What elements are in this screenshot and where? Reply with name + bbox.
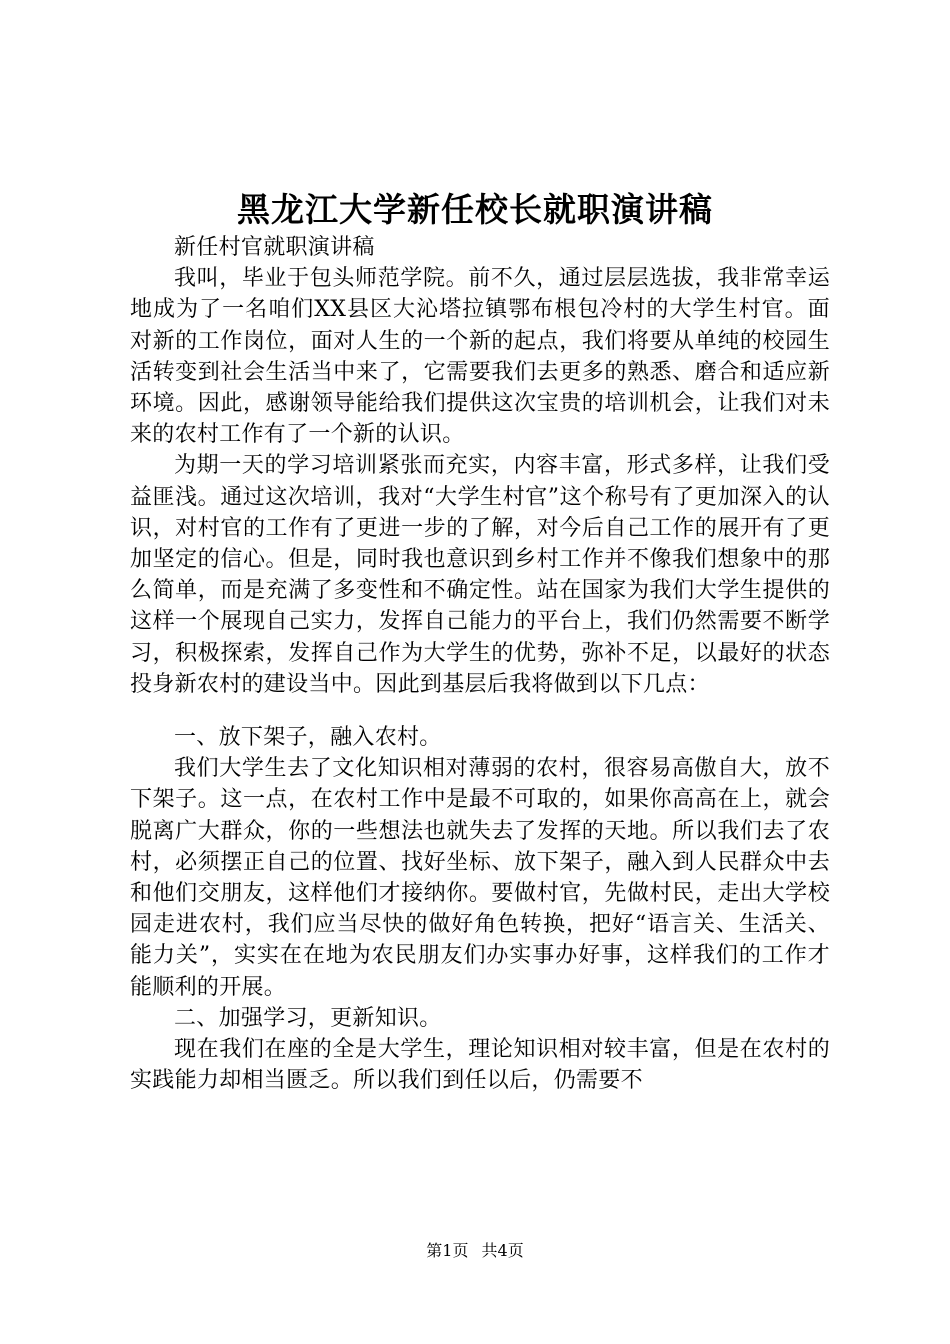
page-footer: [0, 1240, 950, 1262]
document-body: [130, 232, 830, 1096]
page-number: 第1页: [426, 1241, 469, 1260]
body-paragraph: 现在我们在座的全是大学生，理论知识相对较丰富，但是在农村的实践能力却相当匮乏。所以我们到任以后，仍需要不: [130, 1037, 830, 1094]
subtitle-paragraph: 新任村官就职演讲稿: [174, 235, 375, 260]
document-title: 黑龙江大学新任校长就职演讲稿: [237, 190, 713, 229]
section-heading: 二、加强学习，更新知识。: [174, 1005, 442, 1031]
body-paragraph: 为期一天的学习培训紧张而充实，内容丰富，形式多样，让我们受益匪浅。通过这次培训，我对“大学生村官”这个称号有了更加深入的认识，对村官的工作有了更进一步的了解，对今后自己工作的展开有了更加坚定的信心。但是，同时我也意识到乡村工作并不像我们想象中的那么简单，而是充满了多变性和不确定性。站在国家为我们大学生提供的这样一个展现自己实力，发挥自己能力的平台上，我们仍然需要不断学习，积极探索，发挥自己作为大学生的优势，弥补不足，以最好的状态投身新农村的建设当中。因此到基层后我将做到以下几点：: [130, 453, 830, 697]
body-paragraph: 我们大学生去了文化知识相对薄弱的农村，很容易高傲自大，放不下架子。这一点，在农村工作中是最不可取的，如果你高高在上，就会脱离广大群众，你的一些想法也就失去了发挥的天地。所以我们去了农村，必须摆正自己的位置、找好坐标、放下架子，融入到人民群众中去和他们交朋友，这样他们才接纳你。要做村官，先做村民，走出大学校园走进农村，我们应当尽快的做好角色转换，把好“语言关、生活关、能力关”，实实在在地为农民朋友们办实事办好事，这样我们的工作才能顺利的开展。: [130, 756, 830, 1000]
body-paragraph: 我叫，毕业于包头师范学院。前不久，通过层层选拔，我非常幸运地成为了一名咱们XX县区大沁塔拉镇鄂布根包冷村的大学生村官。面对新的工作岗位，面对人生的一个新的起点，我们将要从单纯的校园生活转变到社会生活当中来了，它需要我们去更多的熟悉、磨合和适应新环境。因此，感谢领导能给我们提供这次宝贵的培训机会，让我们对未来的农村工作有了一个新的认识。: [130, 266, 830, 448]
page-total: 共4页: [481, 1241, 524, 1260]
section-heading: 一、放下架子，融入农村。: [174, 725, 442, 751]
